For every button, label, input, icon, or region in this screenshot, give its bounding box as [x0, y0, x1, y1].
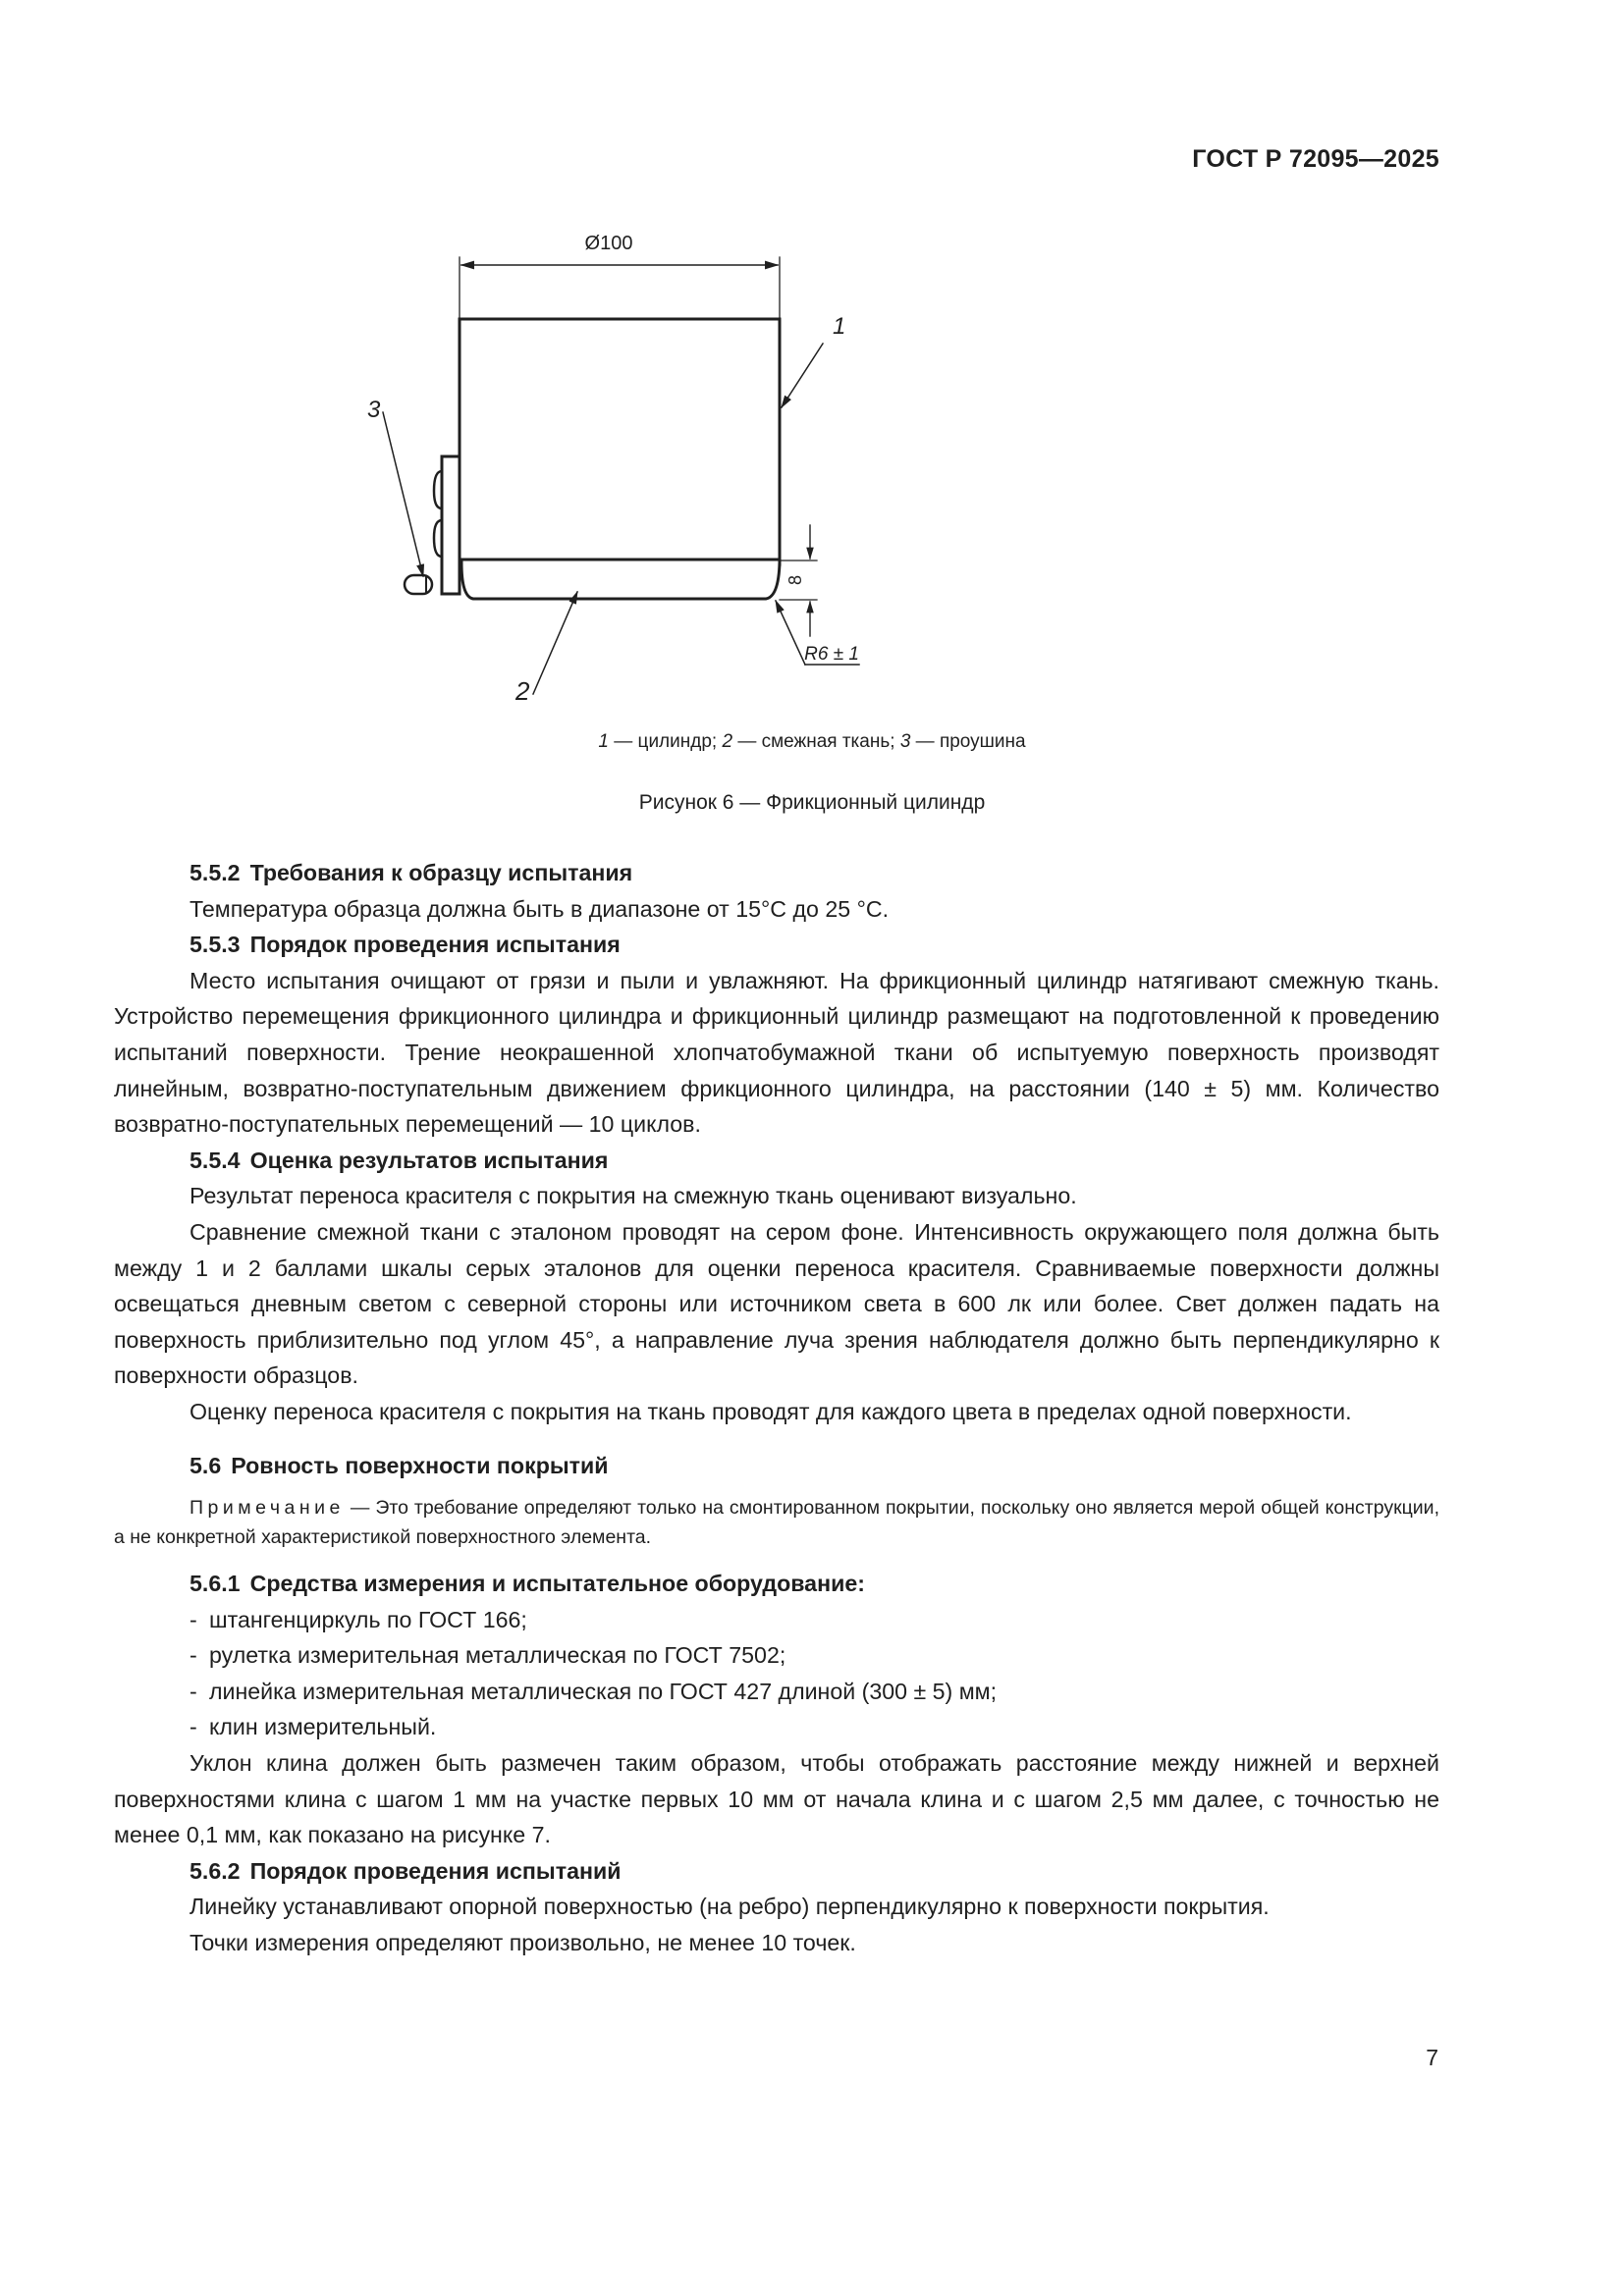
list-item-text: клин измерительный.	[209, 1714, 437, 1740]
section-heading-5-5-3	[114, 927, 1439, 963]
note	[114, 1493, 1439, 1552]
section-number: 5.6	[189, 1452, 222, 1478]
section-title: Порядок проведения испытания	[249, 932, 621, 958]
section-title: Порядок проведения испытаний	[249, 1857, 622, 1884]
list-marker: -	[189, 1678, 197, 1704]
figure-friction-cylinder	[363, 206, 1198, 717]
paragraph: Место испытания очищают от грязи и пыли и увлажняют. На фрикционный цилиндр натягивают смежную ткань. Устройство перемещения фрикционного цилиндра и фрикционный цилиндр размещают на подготовленной к проведению испытаний поверхности. Трение неокрашенной хлопчатобумажной ткани об испытуемую поверхность производят линейным, возвратно-поступательным движением фрикционного цилиндра, на расстоянии (140 ± 5) мм. Количество возвратно-поступательных перемещений — 10 циклов.	[114, 967, 1439, 1138]
list-item-text: линейка измерительная металлическая по ГОСТ 427 длиной (300 ± 5) мм;	[209, 1678, 998, 1704]
dimension-radius-label: R6 ± 1	[804, 644, 859, 665]
section-heading-5-6-2	[114, 1853, 1439, 1890]
list-item	[189, 1602, 1439, 1638]
document-header-standard-id: ГОСТ Р 72095—2025	[1192, 145, 1439, 173]
paragraph: Температура образца должна быть в диапазоне от 15°C до 25 °C.	[189, 895, 890, 922]
document-body	[114, 855, 1439, 1961]
section-title: Требования к образцу испытания	[249, 860, 633, 885]
legend-num-1: 1	[598, 731, 609, 752]
paragraph: Точки измерения определяют произвольно, не менее 10 точек.	[189, 1930, 856, 1956]
list-item-text: рулетка измерительная металлическая по ГОСТ 7502;	[209, 1642, 786, 1669]
paragraph: Оценку переноса красителя с покрытия на ткань проводят для каждого цвета в пределах одной поверхности.	[189, 1398, 1352, 1424]
section-heading-5-6-1	[114, 1566, 1439, 1602]
list-marker: -	[189, 1606, 197, 1632]
section-heading-5-5-4	[114, 1143, 1439, 1179]
equipment-list	[114, 1602, 1439, 1745]
legend-text-1: — цилиндр;	[609, 731, 723, 752]
section-heading-5-5-2	[114, 855, 1439, 891]
section-number: 5.5.2	[189, 860, 241, 885]
list-item-text: штангенциркуль по ГОСТ 166;	[209, 1606, 527, 1632]
list-item	[189, 1674, 1439, 1710]
legend-num-2: 2	[722, 731, 733, 752]
paragraph: Сравнение смежной ткани с эталоном проводят на сером фоне. Интенсивность окружающего поля должна быть между 1 и 2 баллами шкалы серых эталонов для оценки переноса красителя. Сравниваемые поверхности должны освещаться дневным светом с северной стороны или источником света в 600 лк или более. Свет должен падать на поверхность приблизительно под углом 45°, а направление луча зрения наблюдателя должно быть перпендикулярно к поверхности образцов.	[114, 1218, 1439, 1389]
callout-2: 2	[515, 676, 530, 706]
section-title: Средства измерения и испытательное оборудование:	[249, 1571, 865, 1597]
section-number: 5.5.4	[189, 1147, 241, 1173]
dimension-diameter-label: Ø100	[584, 233, 633, 254]
legend-text-2: — смежная ткань;	[732, 731, 900, 752]
list-marker: -	[189, 1714, 197, 1740]
section-title: Ровность поверхности покрытий	[231, 1452, 609, 1478]
list-item	[189, 1709, 1439, 1745]
paragraph: Уклон клина должен быть размечен таким образом, чтобы отображать расстояние между нижней и верхней поверхностями клина с шагом 1 мм на участке первых 10 мм от начала клина и с шагом 2,5 мм далее, с точностью не менее 0,1 мм, как показано на рисунке 7.	[114, 1750, 1439, 1848]
paragraph: Результат переноса красителя с покрытия на смежную ткань оценивают визуально.	[189, 1183, 1077, 1209]
legend-text-3: — проушина	[910, 731, 1026, 752]
list-item	[189, 1637, 1439, 1674]
section-number: 5.6.2	[189, 1857, 241, 1884]
note-text: — Это требование определяют только на смонтированном покрытии, поскольку оно является мерой общей конструкции, а не конкретной характеристикой поверхностного элемента.	[114, 1497, 1439, 1549]
list-marker: -	[189, 1642, 197, 1669]
figure-caption: Рисунок 6 — Фрикционный цилиндр	[638, 791, 986, 814]
page-number: 7	[1426, 2045, 1438, 2070]
dimension-height-label: 8	[785, 574, 805, 586]
note-label: Примечание	[189, 1497, 345, 1520]
legend-num-3: 3	[899, 731, 911, 752]
callout-1: 1	[833, 313, 846, 340]
cylinder-drawing	[363, 206, 1198, 717]
section-number: 5.5.3	[189, 932, 241, 958]
figure-legend	[0, 731, 1624, 753]
section-title: Оценка результатов испытания	[249, 1147, 609, 1173]
section-number: 5.6.1	[189, 1571, 241, 1597]
section-heading-5-6	[114, 1448, 1439, 1484]
callout-3: 3	[367, 397, 381, 423]
paragraph: Линейку устанавливают опорной поверхностью (на ребро) перпендикулярно к поверхности покрытия.	[189, 1894, 1270, 1920]
